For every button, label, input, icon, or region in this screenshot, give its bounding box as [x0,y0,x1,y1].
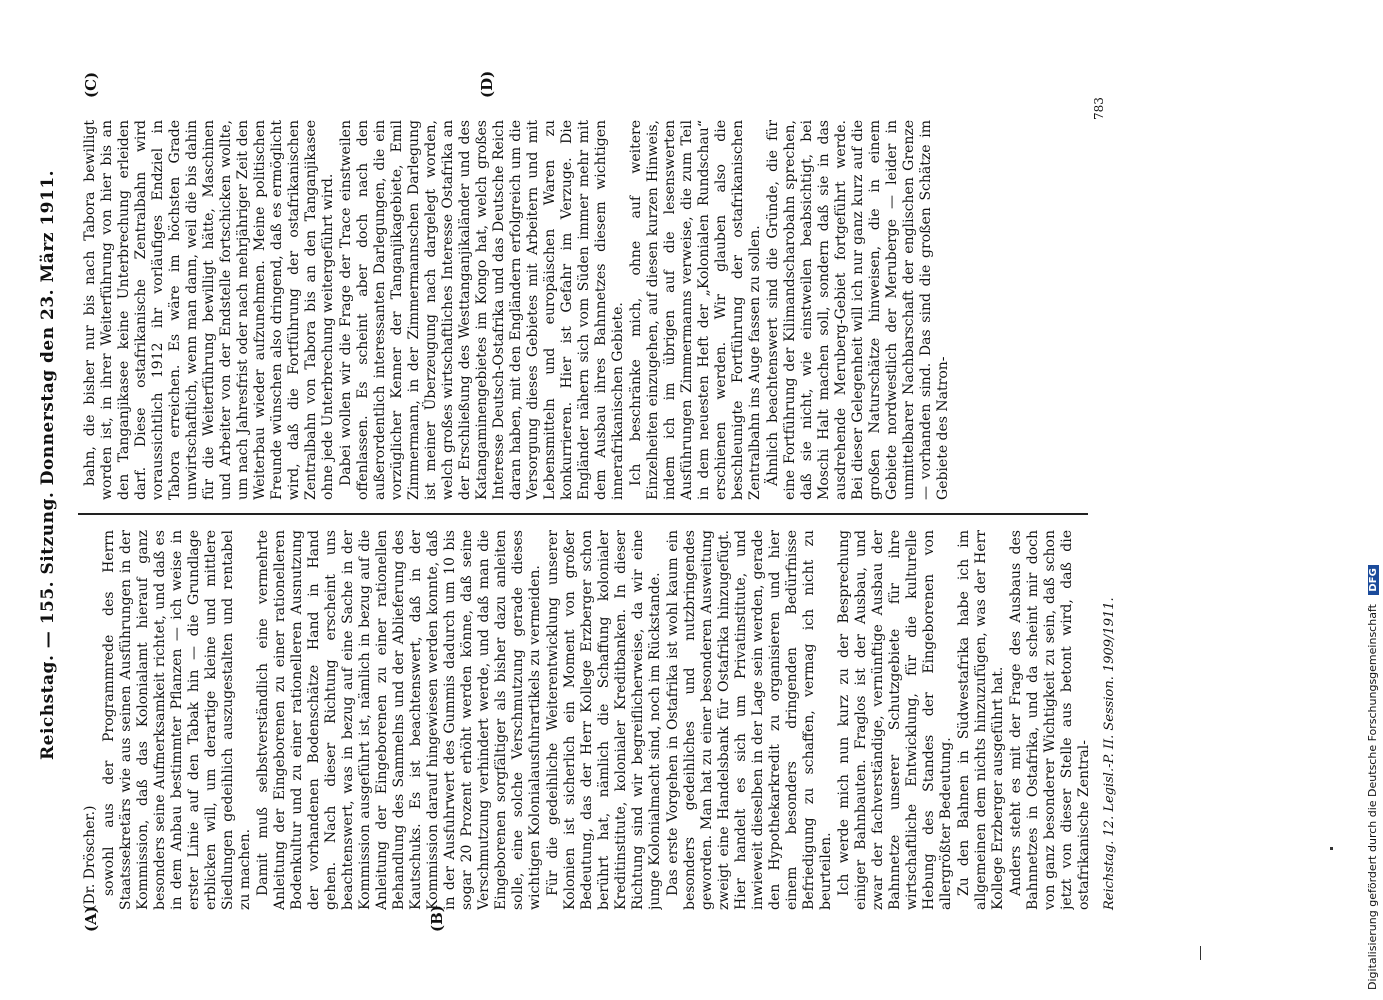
page-footer: Reichstag. 12. Legisl.-P. II. Session. 1909/1911. [1102,597,1117,910]
page-header [38,0,66,940]
margin-marker-a: (A) [82,906,100,932]
digitization-note-text: Digitalisierung gefördert durch die Deutsche Forschungsgemeinschaft [1366,604,1379,990]
right-text-column [82,120,1092,500]
left-paragraph: Anders steht es mit der Frage des Ausbaus des Bahnnetzes in Ostafrika, und da scheint mir doch von ganz besonderer Wichtigkeit zu sein, daß schon jetzt von dieser Stelle aus betont wird, daß die ostafrikanische Zentral- [1008,530,1092,910]
digitization-note [1366,10,1382,990]
margin-marker-b: (B) [428,905,446,932]
left-paragraph: Zu den Bahnen in Südwestafrika habe ich im allgemeinen dem nichts hinzuzufügen, was der Herr Kollege Erzberger ausgeführt hat. [956,530,1006,910]
margin-marker-d: (D) [478,70,496,98]
left-paragraph: Für die gedeihliche Weiterentwicklung unserer Kolonien ist sicherlich ein Moment von großer Bedeutung, das der Herr Kollege Erzberger schon berührt hat, nämlich die Schaffung kolonialer Kreditinstitute, kolonialer Kreditbanken. In dieser Richtung sind wir begreiflicherweise, da wir eine junge Kolonialmacht sind, noch im Rückstande. [545,530,663,910]
scan-number: 783 [1092,97,1106,120]
left-text-column [82,530,1092,910]
left-paragraph: Ich werde mich nun kurz zu der Besprechung einiger Bahnbauten. Fraglos ist der Ausbau, und zwar der fachverständige, vernünftige Ausbau der Bahnnetze unserer Schutzgebiete für ihre wirtschaftliche Entwicklung, für die kulturelle Hebung des Standes der Eingeborenen von allergrößter Bedeutung. [836,530,954,910]
header-title: Reichstag. — 155. Sitzung. Donnerstag den 23. März 1911. [38,169,58,760]
dfg-logo-icon: DFG [1368,565,1379,594]
speaker-name: (Dr. Dröscher.) [82,805,98,910]
right-paragraph: Ähnlich beachtenswert sind die Gründe, die für eine Fortführung der Kilimandscharobahn sprechen, daß sie nicht, wie einstweilen beabsichtigt, bei Moschi Halt machen soll, sondern daß sie in das ausdrehende Meruberg-Gebiet fortgeführt werde. Bei dieser Gelegenheit will ich nur ganz kurz auf die großen Naturschätze hinweisen, die in einem Gebiete nordwestlich der Meruberge — leider in unmittelbarer Nachbarschaft der englischen Grenze — vorhanden sind. Das sind die großen Schätze im Gebiete des Natron- [765,120,951,500]
margin-marker-c: (C) [82,71,100,98]
left-paragraph: sowohl aus der Programmrede des Herrn Staatssekretärs wie aus seinen Ausführungen in der Kommission, daß das Kolonialamt hierauf ganz besonders seine Aufmerksamkeit richtet, und daß es in dem Anbau bestimmter Pflanzen — ich weise in erster Linie auf den Tabak hin — die Grundlage erblicken will, um derartige kleine und mittlere Siedlungen gedeihlich auszugestalten und rentabel zu machen. [101,530,253,910]
left-paragraph: Das erste Vorgehen in Ostafrika ist wohl kaum ein besonders gedeihliches und nutzbringendes geworden. Man hat zu einer besonderen Ausweitung zweigt eine Handelsbank für Ostafrika hinzugefügt. Hier handelt es sich um Privatinstitute, und inwieweit dieselben in der Lage sein werden, gerade den Hypothekarkredit zu organisieren und hier einem besonders dringenden Bedürfnisse Befriedigung zu schaffen, vermag ich nicht zu beurteilen. [665,530,834,910]
scan-speck [1330,847,1333,850]
left-paragraph: Damit muß selbstverständlich eine vermehrte Anleitung der Eingeborenen zu einer rationelleren Bodenkultur und zu einer rationelleren Ausnutzung der vorhandenen Bodenschätze Hand in Hand gehen. Nach dieser Richtung erscheint uns beachtenswert, was in bezug auf eine Sache in der Kommission ausgeführt ist, nämlich in bezug auf die Anleitung der Eingeborenen zu einer rationellen Behandlung des Sammelns und der Ablieferung des Kautschuks. Es ist beachtenswert, daß in der Kommission darauf hingewiesen werden konnte, daß in der Ausfuhrwert des Gummis dadurch um 10 bis sogar 20 Prozent erhöht werden könne, daß seine Verschmutzung verhindert werde, und daß man die Eingeborenen sorgfältiger als bisher dazu anleiten solle, eine solche Verschmutzung gerade dieses wichtigen Kolonialausfuhrartikels zu vermeiden. [255,530,543,910]
column-divider [78,513,1088,515]
right-paragraph: Dabei wollen wir die Frage der Trace einstweilen offenlassen. Es scheint aber doch nach den außerordentlich interessanten Darlegungen, die ein vorzüglicher Kenner der Tanganjikagebiete, Emil Zimmermann, in der Zimmermannschen Darlegung ist meiner Überzeugung nach dargelegt worden, welch großes wirtschaftliches Interesse Ostafrika an der Erschließung des Westtanganjikaländer und des Katangaminengebietes im Kongo hat, welch großes Interesse Deutsch-Ostafrika und das Deutsche Reich daran haben, mit den Engländern erfolgreich um die Versorgung dieses Gebietes mit Arbeitern und mit Lebensmitteln und europäischen Waren zu konkurrieren. Hier ist Gefahr im Verzuge. Die Engländer nähern sich vom Süden immer mehr mit dem Ausbau ihres Bahnnetzes diesem wichtigen innerafrikanischen Gebiete. [338,120,626,500]
scan-speck [1200,946,1201,960]
right-paragraph: bahn, die bisher nur bis nach Tabora bewilligt worden ist, in ihrer Weiterführung von hier bis an den Tanganjikasee keine Unterbrechung erleiden darf. Diese ostafrikanische Zentralbahn wird voraussichtlich 1912 ihr vorläufiges Endziel in Tabora erreichen. Es wäre im höchsten Grade unwirtschaftlich, wenn man dann, weil die bis dahin für die Weiterführung bewilligt hätte, Maschinen und Arbeiter von der Endstelle fortschicken wollte, um nach Jahresfrist oder nach mehrjähriger Zeit den Weiterbau wieder aufzunehmen. Meine politischen Freunde wünschen also dringend, daß es ermöglicht wird, daß die Fortführung der ostafrikanischen Zentralbahn von Tabora bis an den Tanganjikasee ohne jede Unterbrechung weitergeführt wird. [82,120,336,500]
right-paragraph: Ich beschränke mich, ohne auf weitere Einzelheiten einzugehen, auf diesen kurzen Hinweis, indem ich im übrigen auf die lesenswerten Ausführungen Zimmermanns verweise, die zum Teil in dem neuesten Heft der „Kolonialen Rundschau“ erschienen werden. Wir glauben also die beschleunigte Fortführung der ostafrikanischen Zentralbahn ins Auge fassen zu sollen. [628,120,763,500]
